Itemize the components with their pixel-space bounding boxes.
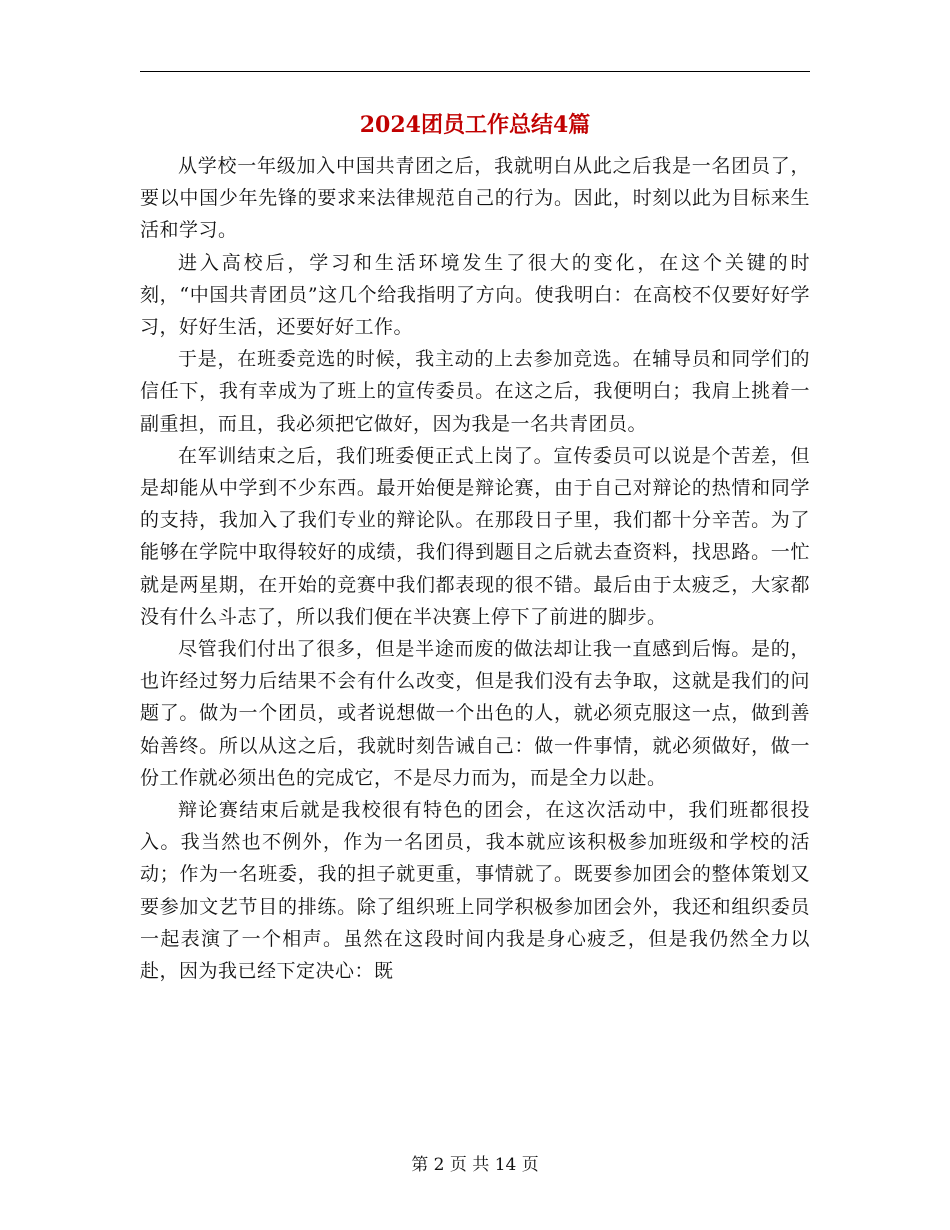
paragraph: 于是，在班委竞选的时候，我主动的上去参加竞选。在辅导员和同学们的信任下，我有幸成为了班上的宣传委员。在这之后，我便明白；我肩上挑着一副重担，而且，我必须把它做好，因为我是一名共青团员。 [140, 348, 810, 435]
document-title: 2024团员工作总结4篇 [359, 112, 591, 138]
paragraph: 在军训结束之后，我们班委便正式上岗了。宣传委员可以说是个苦差，但是却能从中学到不少东西。最开始便是辩论赛，由于自己对辩论的热情和同学的支持，我加入了我们专业的辩论队。在那段日子里，我们都十分辛苦。为了能够在学院中取得较好的成绩，我们得到题目之后就去查资料，找思路。一忙就是两星期，在开始的竞赛中我们都表现的很不错。最后由于太疲乏，大家都没有什么斗志了，所以我们便在半决赛上停下了前进的脚步。 [140, 444, 810, 628]
page-number-footer: 第 2 页 共 14 页 [411, 1155, 539, 1175]
paragraph: 从学校一年级加入中国共青团之后，我就明白从此之后我是一名团员了，要以中国少年先锋的要求来法律规范自己的行为。因此，时刻以此为目标来生活和学习。 [140, 155, 810, 242]
paragraph: 进入高校后，学习和生活环境发生了很大的变化，在这个关键的时刻，“中国共青团员”这几个给我指明了方向。使我明白：在高校不仅要好好学习，好好生活，还要好好工作。 [140, 251, 810, 339]
header-rule [140, 71, 810, 72]
paragraph: 辩论赛结束后就是我校很有特色的团会，在这次活动中，我们班都很投入。我当然也不例外，作为一名团员，我本就应该积极参加班级和学校的活动；作为一名班委，我的担子就更重，事情就了。既要参加团会的整体策划又要参加文艺节目的排练。除了组织班上同学积极参加团会外，我还和组织委员一起表演了一个相声。虽然在这段时间内我是身心疲乏，但是我仍然全力以赴，因为我已经下定决心：既 [140, 799, 810, 983]
document-body [140, 150, 810, 987]
paragraph: 尽管我们付出了很多，但是半途而废的做法却让我一直感到后悔。是的，也许经过努力后结果不会有什么改变，但是我们没有去争取，这就是我们的问题了。做为一个团员，或者说想做一个出色的人，就必须克服这一点，做到善始善终。所以从这之后，我就时刻告诫自己：做一件事情，就必须做好，做一份工作就必须出色的完成它，不是尽力而为，而是全力以赴。 [140, 638, 810, 789]
